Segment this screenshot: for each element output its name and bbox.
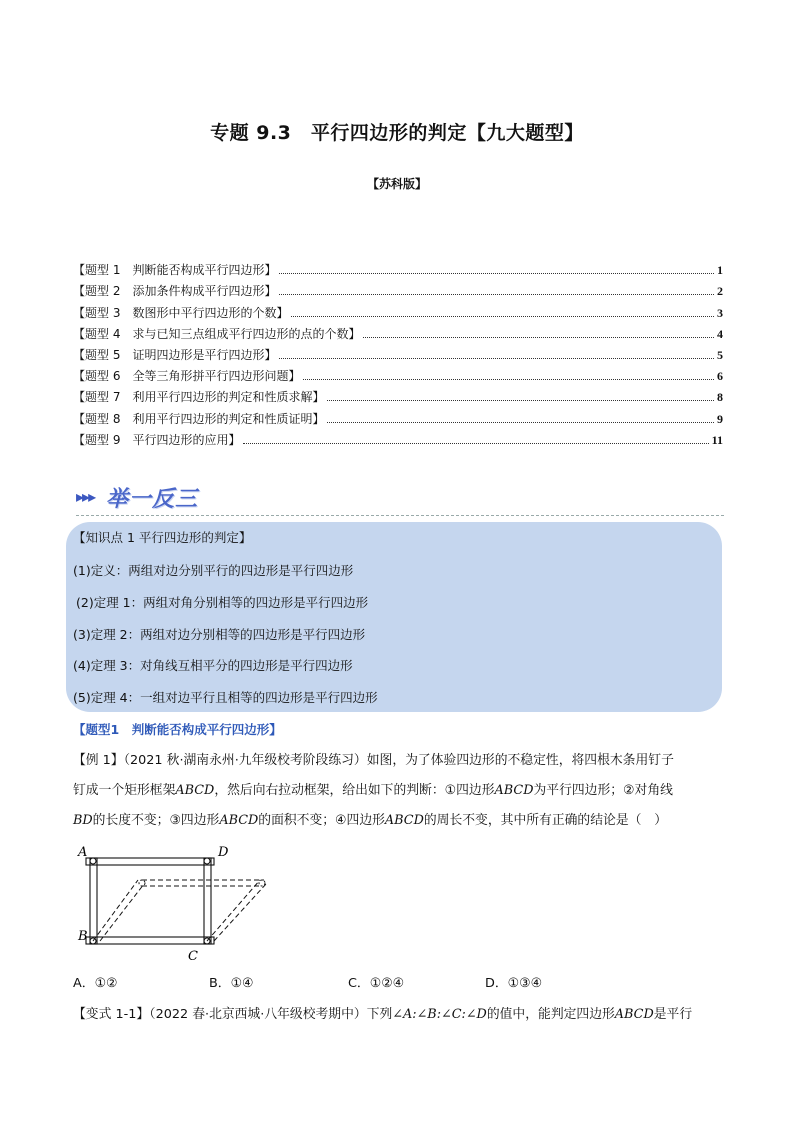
toc-item-label: 【题型 9 平行四边形的应用】 [73, 432, 241, 447]
toc-leader [243, 443, 708, 444]
frame-figure [76, 844, 276, 964]
toc-item-page: 9 [717, 411, 723, 426]
math-abcd: ABCD [219, 813, 259, 828]
toc-item[interactable] [73, 299, 723, 320]
rectangle-frame [86, 858, 214, 944]
choice-letter: C． [348, 976, 370, 991]
toc-leader [291, 316, 714, 317]
choice-letter: A． [73, 976, 95, 991]
toc-item-label: 【题型 6 全等三角形拼平行四边形问题】 [73, 369, 301, 384]
knowledge-item: (2)定理 1：两组对角分别相等的四边形是平行四边形 [76, 595, 369, 610]
variant-source: （2022 春·北京西城·八年级校考期中） [149, 1007, 367, 1022]
example-source: （2021 秋·湖南永州·九年级校考阶段练习） [123, 753, 367, 768]
example-text: 为平行四边形；②对角线 [533, 783, 673, 798]
top-bar [86, 858, 214, 865]
example-text: 的长度不变；③四边形 [92, 813, 220, 828]
example-text: ，然后向右拉动框架，给出如下的判断：①四边形 [214, 783, 495, 798]
nail-d [204, 858, 210, 864]
right-bar [204, 858, 211, 944]
label-c: C [188, 949, 198, 964]
toc-item[interactable] [73, 384, 723, 405]
toc-leader [279, 294, 714, 295]
choice-letter: D． [485, 976, 508, 991]
toc-item[interactable] [73, 278, 723, 299]
choice-value: ①④ [230, 976, 254, 991]
toc-leader [327, 400, 714, 401]
label-d: D [218, 845, 229, 860]
toc-item-label: 【题型 1 判断能否构成平行四边形】 [73, 263, 277, 278]
toc-item[interactable] [73, 342, 723, 363]
choice-letter: B． [209, 976, 231, 991]
label-a: A [78, 845, 88, 860]
example-line-1 [73, 746, 728, 776]
choice-b[interactable] [209, 972, 254, 991]
toc-item-page: 8 [717, 390, 723, 405]
example-text: 钉成一个矩形框架 [73, 783, 176, 798]
choice-value: ①②④ [369, 976, 405, 991]
toc-item[interactable] [73, 257, 723, 278]
section-banner: 举一反三 [106, 487, 199, 512]
example-text: 如图，为了体验四边形的不稳定性，将四根木条用钉子 [366, 753, 674, 768]
toc-item-label: 【题型 7 利用平行四边形的判定和性质求解】 [73, 390, 325, 405]
toc-leader [279, 273, 714, 274]
choice-a[interactable] [73, 972, 118, 991]
example-text: 的周长不变，其中所有正确的结论是（ ） [423, 813, 667, 828]
toc-leader [279, 358, 714, 359]
knowledge-item: (5)定理 4：一组对边平行且相等的四边形是平行四边形 [73, 690, 378, 705]
toc-item-page: 4 [717, 326, 723, 341]
toc-item-page: 5 [717, 347, 723, 362]
toc-item-page: 1 [717, 263, 723, 278]
example-label: 【例 1】 [73, 753, 124, 768]
variant-line [73, 1000, 728, 1030]
example-line-2 [73, 776, 728, 806]
example-line-3 [73, 806, 728, 836]
toc-item[interactable] [73, 427, 723, 448]
variant-text: 下列 [366, 1007, 393, 1022]
knowledge-box [66, 522, 722, 712]
page-title: 专题 9.3 平行四边形的判定【九大题型】 [210, 122, 584, 144]
variant-text: 是平行 [653, 1007, 693, 1022]
math-bd: BD [73, 813, 93, 828]
example-text: 的面积不变；④四边形 [258, 813, 385, 828]
toc-item-page: 2 [717, 284, 723, 299]
toc-item-page: 6 [717, 369, 723, 384]
banner-divider [76, 515, 724, 516]
toc-item-page: 3 [717, 305, 723, 320]
knowledge-item: (1)定义：两组对边分别平行的四边形是平行四边形 [73, 563, 354, 578]
toc-item-label: 【题型 5 证明四边形是平行四边形】 [73, 347, 277, 362]
math-abcd: ABCD [614, 1007, 654, 1022]
math-angle-ratio: ∠A:∠B:∠C:∠D [392, 1007, 487, 1022]
banner-arrows-icon: ▸▸▸ [76, 487, 95, 506]
label-b: B [78, 929, 88, 944]
toc-item[interactable] [73, 321, 723, 342]
toc-item[interactable] [73, 363, 723, 384]
choice-d[interactable] [485, 972, 542, 991]
nail-a [90, 858, 96, 864]
dashed-parallelogram [93, 880, 266, 941]
bottom-bar [86, 937, 214, 944]
choice-value: ①③④ [507, 976, 543, 991]
variant-label: 【变式 1-1】 [73, 1007, 150, 1022]
math-abcd: ABCD [384, 813, 424, 828]
left-bar [90, 858, 97, 944]
question-type-heading: 【题型1 判断能否构成平行四边形】 [73, 722, 282, 737]
knowledge-item: (4)定理 3：对角线互相平分的四边形是平行四边形 [73, 658, 353, 673]
toc-item-label: 【题型 4 求与已知三点组成平行四边形的点的个数】 [73, 326, 361, 341]
knowledge-title: 【知识点 1 平行四边形的判定】 [73, 530, 252, 545]
toc-item-page: 11 [711, 432, 723, 447]
choice-c[interactable] [348, 972, 404, 991]
toc-leader [327, 422, 714, 423]
math-abcd: ABCD [175, 783, 215, 798]
choice-value: ①② [94, 976, 118, 991]
table-of-contents [73, 257, 723, 448]
variant-text: 的值中，能判定四边形 [486, 1007, 615, 1022]
math-abcd: ABCD [494, 783, 534, 798]
edition-label: 【苏科版】 [366, 177, 427, 191]
toc-item-label: 【题型 3 数图形中平行四边形的个数】 [73, 305, 289, 320]
toc-item-label: 【题型 8 利用平行四边形的判定和性质证明】 [73, 411, 325, 426]
toc-item[interactable] [73, 405, 723, 426]
toc-leader [303, 379, 714, 380]
toc-item-label: 【题型 2 添加条件构成平行四边形】 [73, 284, 277, 299]
toc-leader [363, 337, 714, 338]
knowledge-item: (3)定理 2：两组对边分别相等的四边形是平行四边形 [73, 627, 366, 642]
